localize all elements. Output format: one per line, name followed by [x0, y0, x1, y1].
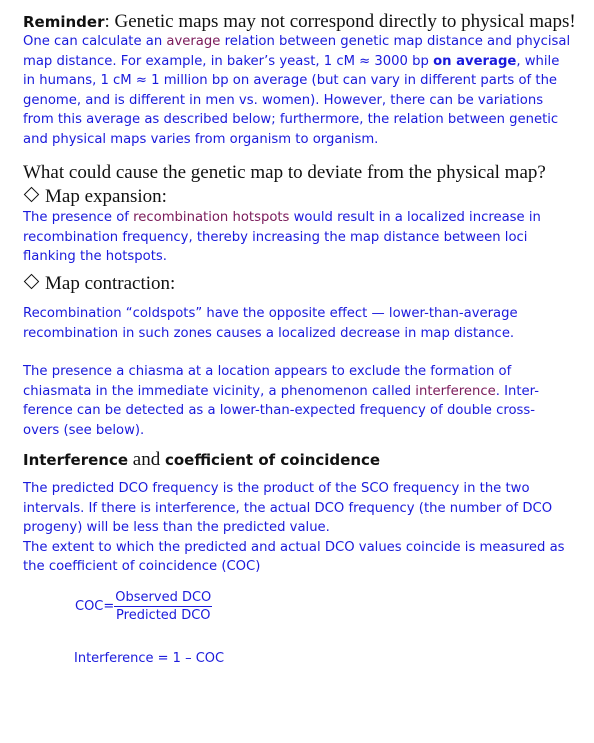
- chiasma-paragraph: [23, 362, 571, 440]
- interference-heading: [23, 449, 380, 471]
- reminder-text-2: relation between genetic map distance and phycisal map distance. For example, in baker’s yeast, 1 cM ≈ 3000 bp: [23, 34, 571, 69]
- coc-numerator: Observed DCO: [115, 590, 212, 605]
- reminder-label: Reminder: [23, 13, 105, 31]
- expansion-text-1: The presence of: [23, 210, 134, 225]
- map-expansion-heading: [23, 186, 167, 208]
- coc-formula: [75, 590, 212, 623]
- reminder-text-1: One can calculate an: [23, 34, 167, 49]
- coincidence-bold: coefficient of coincidence: [164, 451, 381, 469]
- interference-bold: Interference: [23, 451, 129, 469]
- average-highlight: average: [166, 34, 221, 49]
- interference-highlight: interference: [415, 383, 496, 399]
- diamond-bullet-icon: [24, 274, 40, 290]
- chiasma-text-1: The presence a chiasma at a location appears to exclude the formation of chiasmata in the immediate vicinity, a phenomenon called: [23, 364, 512, 399]
- dco-text-2: The extent to which the predicted and actual DCO values coincide is measured as the coefficient of coincidence (COC): [23, 539, 565, 574]
- expansion-text-2: would result in a localized increase in recombination frequency, thereby increasing the map distance between loci flanking the hotspots.: [23, 210, 541, 264]
- on-average-bold: on average: [433, 53, 517, 69]
- map-expansion-label: Map expansion:: [45, 186, 167, 207]
- hotspots-highlight: recombination hotspots: [133, 210, 290, 225]
- reminder-heading: [23, 11, 576, 33]
- chiasma-text-2: . Inter-ference can be detected as a lower-than-expected frequency of double cross-overs (see below).: [23, 383, 540, 438]
- map-expansion-paragraph: [23, 208, 571, 267]
- dco-text-1: The predicted DCO frequency is the product of the SCO frequency in the two intervals. If there is interference, the actual DCO frequency (the number of DCO progeny) will be less than the predicted value.: [23, 481, 553, 535]
- map-contraction-label: Map contraction:: [45, 273, 176, 294]
- interference-and: and: [128, 449, 165, 470]
- reminder-title: : Genetic maps may not correspond directly to physical maps!: [104, 11, 576, 32]
- coc-lhs: COC=: [75, 599, 115, 614]
- coc-denominator: Predicted DCO: [116, 608, 211, 623]
- question-heading: What could cause the genetic map to deviate from the physical map?: [23, 162, 546, 183]
- coc-fraction: [114, 590, 212, 623]
- reminder-text-3: , while in humans, 1 cM ≈ 1 million bp on average (but can vary in different parts of the genome, and is different in men vs. women). However, there can be variations from this average as described below; furthermore, the relation between genetic and physical maps varies from organism to organism.: [23, 53, 560, 147]
- interference-formula: Interference = 1 – COC: [74, 651, 225, 666]
- dco-paragraph: [23, 479, 571, 577]
- diamond-bullet-icon: [24, 187, 40, 203]
- map-contraction-heading: [23, 273, 175, 295]
- map-contraction-paragraph: Recombination “coldspots” have the opposite effect — lower-than-average recombination in such zones causes a localized decrease in map distance.: [23, 306, 518, 341]
- reminder-paragraph: [23, 32, 571, 149]
